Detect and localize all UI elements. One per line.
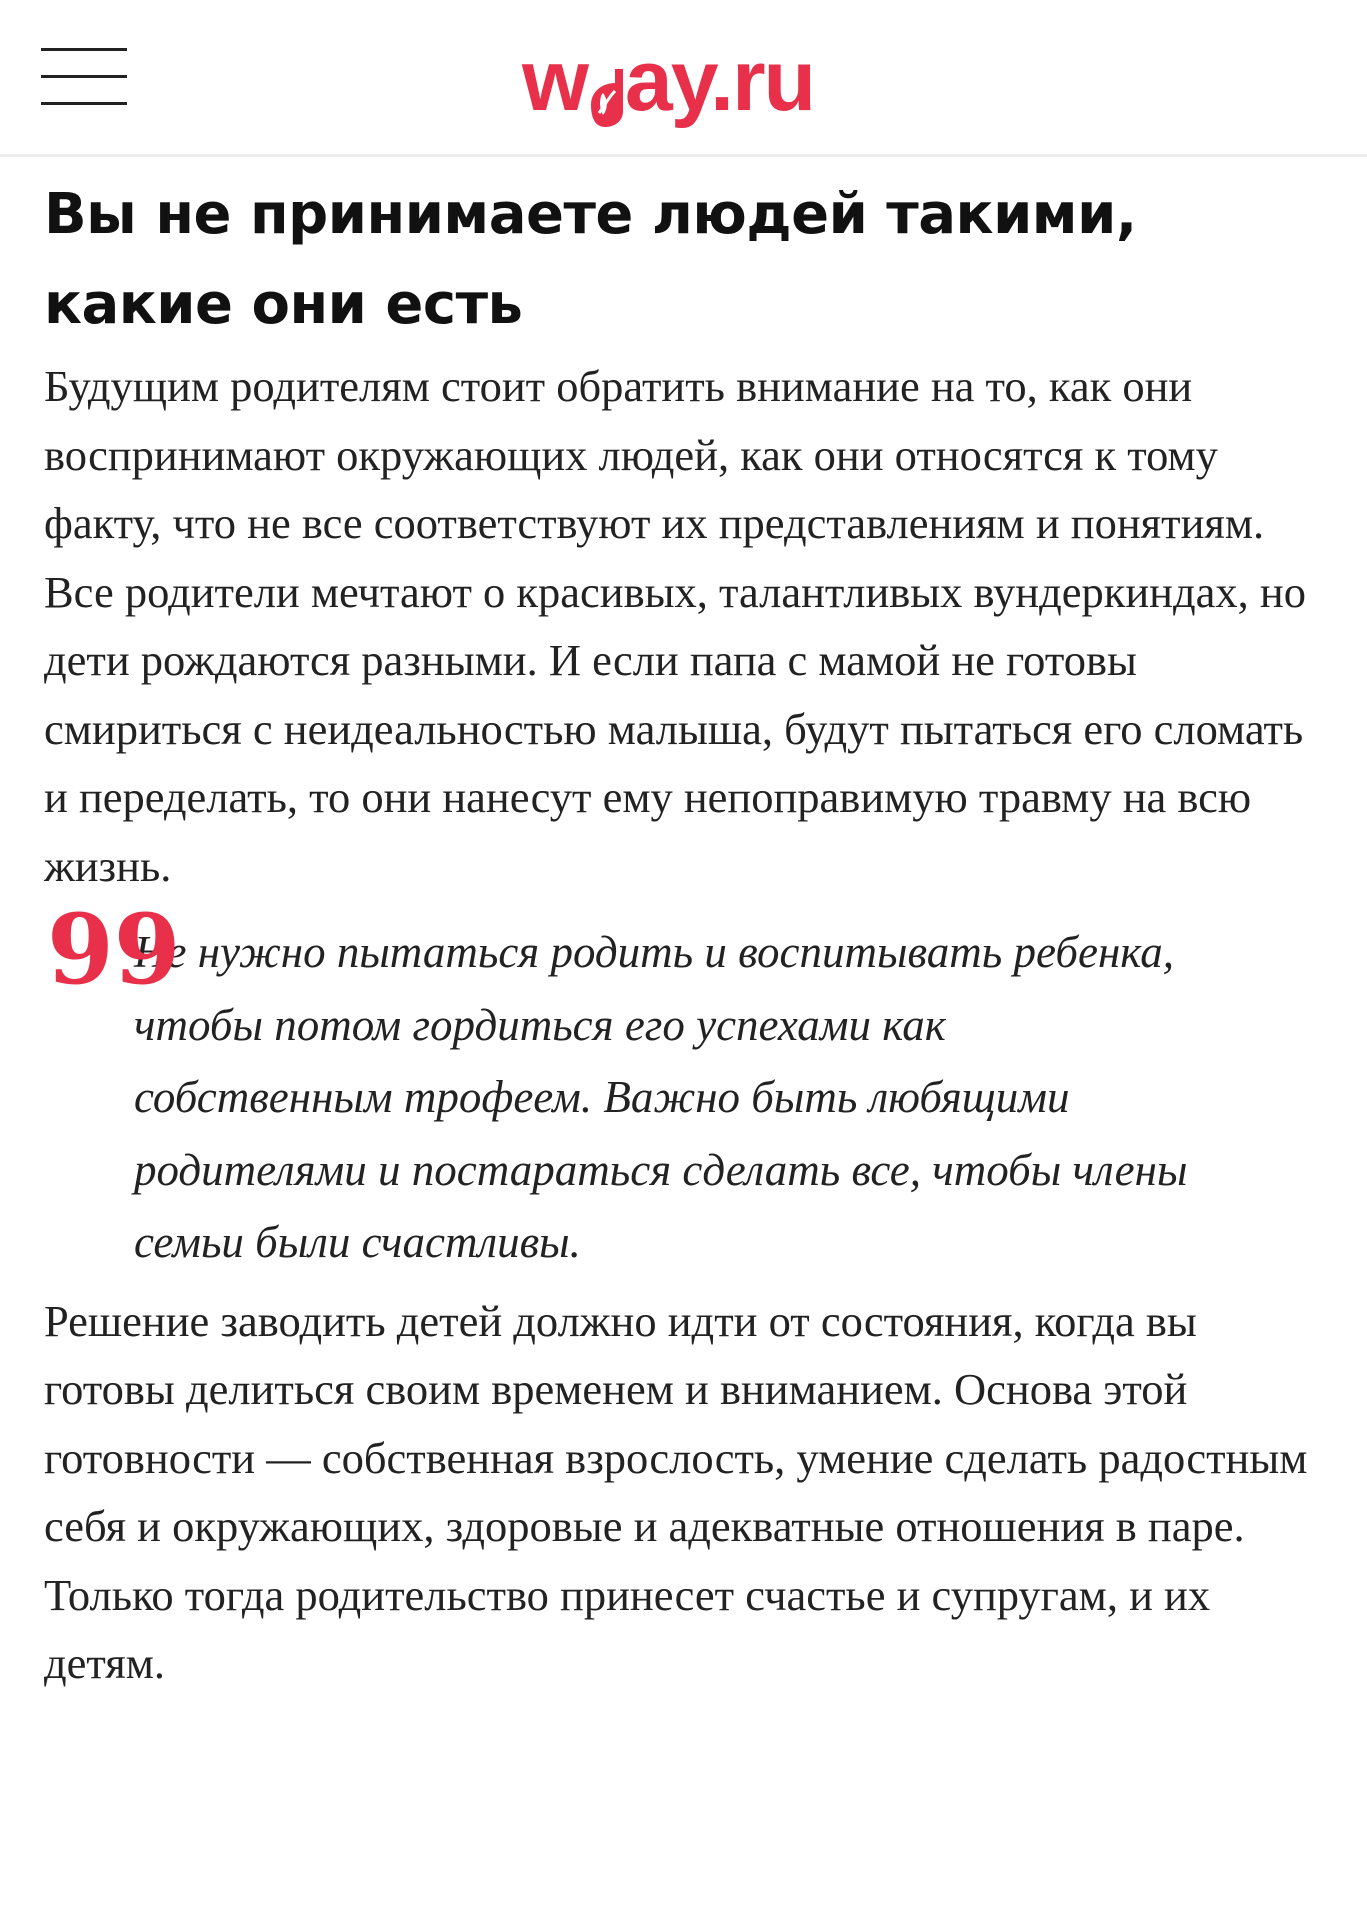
logo-text-end: ay.ru: [624, 33, 815, 129]
paragraph-1: Будущим родителям стоит обратить внимание на то, как они воспринимают окружающих людей, как они относятся к тому факту, что не все соответствуют их представлениям и понятиям. Все родители мечтают о красивых, талантливых вундеркиндах, но дети рождаются разными. И если папа с мамой не готовы смириться с неидеальностью малыша, будут пытаться его сломать и переделать, то они нанесут ему непоправимую травму на всю жизнь.: [44, 361, 1306, 891]
hamburger-menu-icon[interactable]: [41, 46, 127, 108]
quote-mark-icon: 99: [47, 893, 181, 1006]
pull-quote: [44, 893, 1334, 1279]
paragraph-2: Решение заводить детей должно идти от состояния, когда вы готовы делиться своим временем и вниманием. Основа этой готовности — собственная взрослость, умение сделать радостным себя и окружающих, здоровые и адекватные отношения в паре. Только тогда родительство принесет счастье и супругам, и их детям.: [44, 1295, 1308, 1688]
menu-line: [41, 102, 127, 105]
site-header: [0, 0, 1367, 157]
section-title: Вы не принимаете людей такими, какие они есть: [44, 182, 1137, 337]
logo-text-start: w: [522, 33, 587, 129]
logo-mark-icon: [585, 57, 625, 113]
menu-line: [41, 75, 127, 78]
site-logo[interactable]: [522, 26, 814, 136]
menu-line: [41, 48, 127, 51]
article-body: [44, 170, 1334, 1698]
quote-text: Не нужно пытаться родить и воспитывать ребенка, чтобы потом гордиться его успехами как собственным трофеем. Важно быть любящими родителями и постараться сделать все, чтобы члены семьи были счастливы.: [134, 927, 1188, 1267]
